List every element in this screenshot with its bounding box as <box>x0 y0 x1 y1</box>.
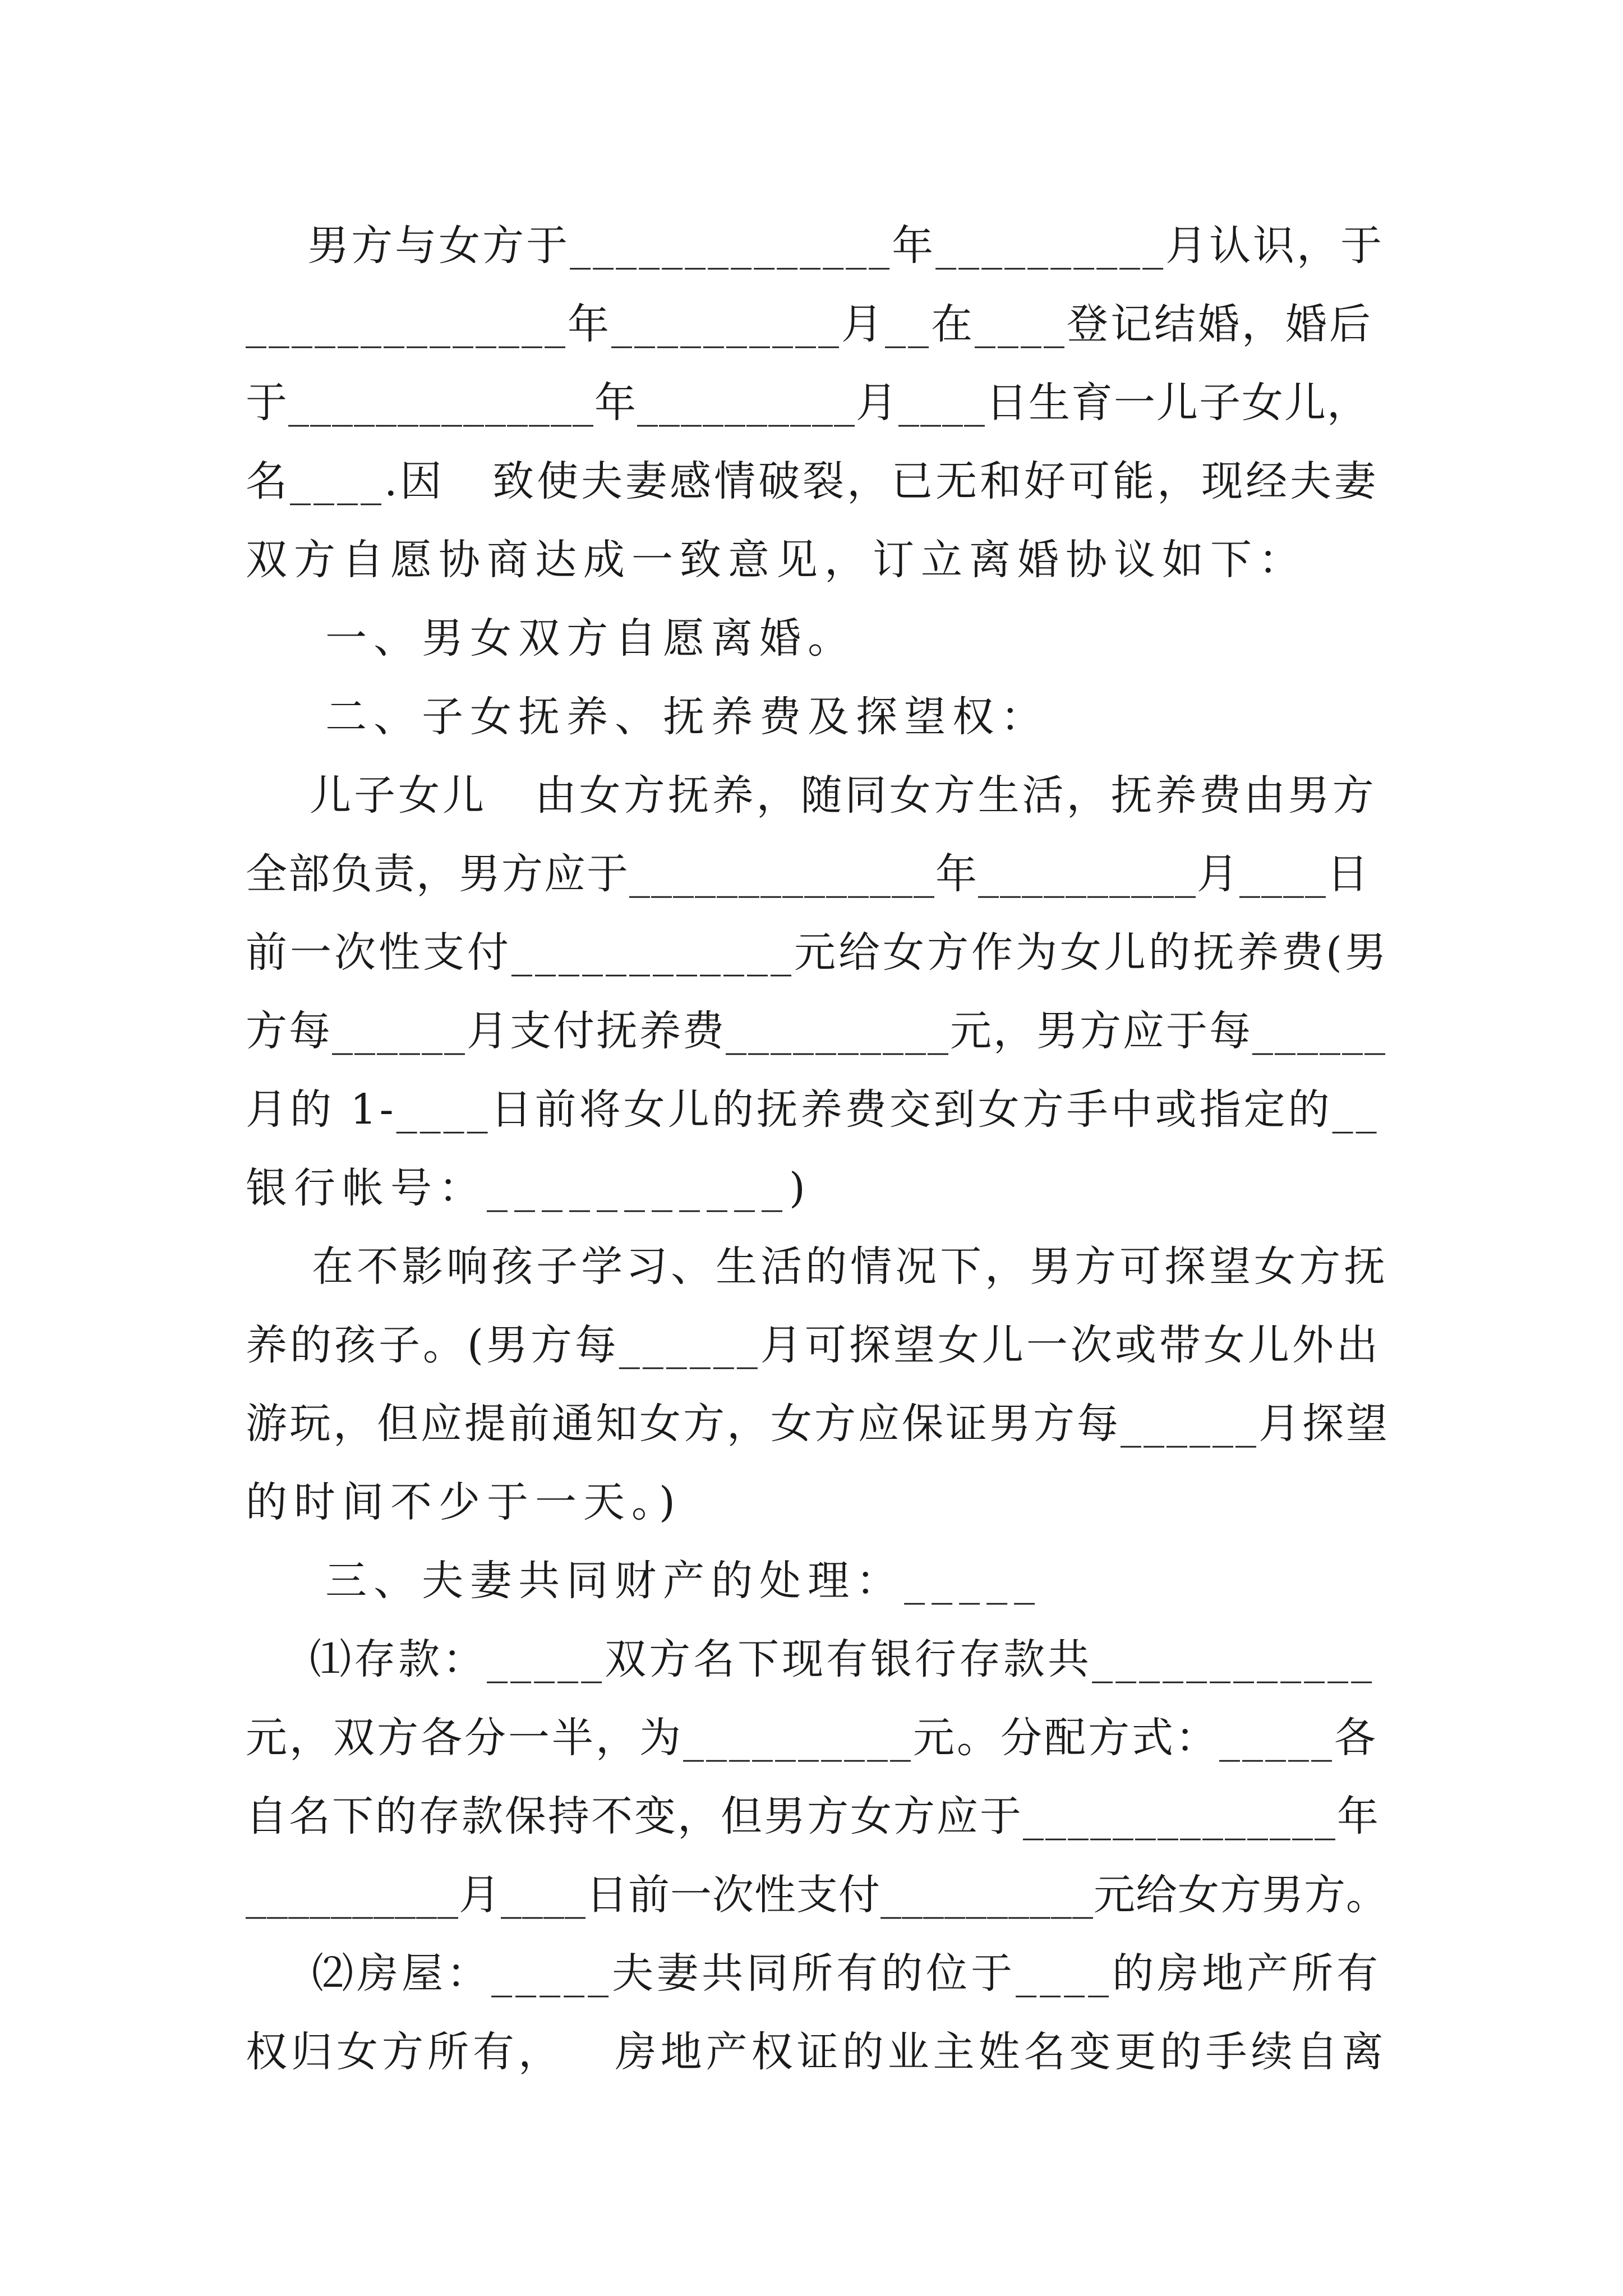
paragraph-line: 前一次性支付____________元给女方作为女儿的抚养费(男 <box>246 928 1389 977</box>
paragraph-line: ⑵房屋：_____夫妻共同所有的位于____的房地产所有 <box>246 1949 1382 1998</box>
clause-heading: 二、子女抚养、抚养费及探望权： <box>246 693 1049 741</box>
paragraph-line: 游玩，但应提前通知女方，女方应保证男方每______月探望 <box>246 1400 1390 1448</box>
paragraph-line: ⑴存款：_____双方名下现有银行存款共____________ <box>246 1635 1375 1683</box>
paragraph-line: 权归女方所有， 房地产权证的业主姓名变更的手续自离 <box>246 2028 1387 2076</box>
paragraph-line: 的时间不少于一天。) <box>246 1478 682 1526</box>
paragraph-line: 双方自愿协商达成一致意见，订立离婚协议如下： <box>246 536 1307 584</box>
paragraph-line: 名____.因 致使夫妻感情破裂，已无和好可能，现经夫妻 <box>246 457 1379 505</box>
clause-heading: 一、男女双方自愿离婚。 <box>246 614 856 662</box>
paragraph-line: ______________年__________月__在____登记结婚，婚后 <box>246 300 1373 348</box>
paragraph-line: 元，双方各分一半，为__________元。分配方式：_____各 <box>246 1714 1378 1762</box>
paragraph-line: 儿子女儿 由女方抚养，随同女方生活，抚养费由男方 <box>246 771 1377 820</box>
paragraph-line: 自名下的存款保持不变，但男方女方应于______________年 <box>246 1792 1380 1841</box>
paragraph-line: 全部负责，男方应于______________年__________月____日 <box>246 850 1370 898</box>
paragraph-line: 男方与女方于______________年__________月认识，于 <box>246 222 1385 270</box>
paragraph-line: 月的 1-____日前将女儿的抚养费交到女方手中或指定的__ <box>246 1085 1380 1134</box>
paragraph-line: 银行帐号：___________) <box>246 1164 812 1212</box>
paragraph-line: __________月____日前一次性支付__________元给女方男方。 <box>246 1871 1388 1919</box>
paragraph-line: 养的孩子。(男方每______月可探望女儿一次或带女儿外出 <box>246 1321 1381 1369</box>
clause-heading: 三、夫妻共同财产的处理：_____ <box>246 1557 1042 1605</box>
paragraph-line: 于______________年__________月____日生育一儿子女儿， <box>246 379 1370 427</box>
paragraph-line: 在不影响孩子学习、生活的情况下，男方可探望女方抚 <box>246 1243 1389 1291</box>
paragraph-line: 方每______月支付抚养费__________元，男方应于每______ <box>246 1007 1387 1055</box>
